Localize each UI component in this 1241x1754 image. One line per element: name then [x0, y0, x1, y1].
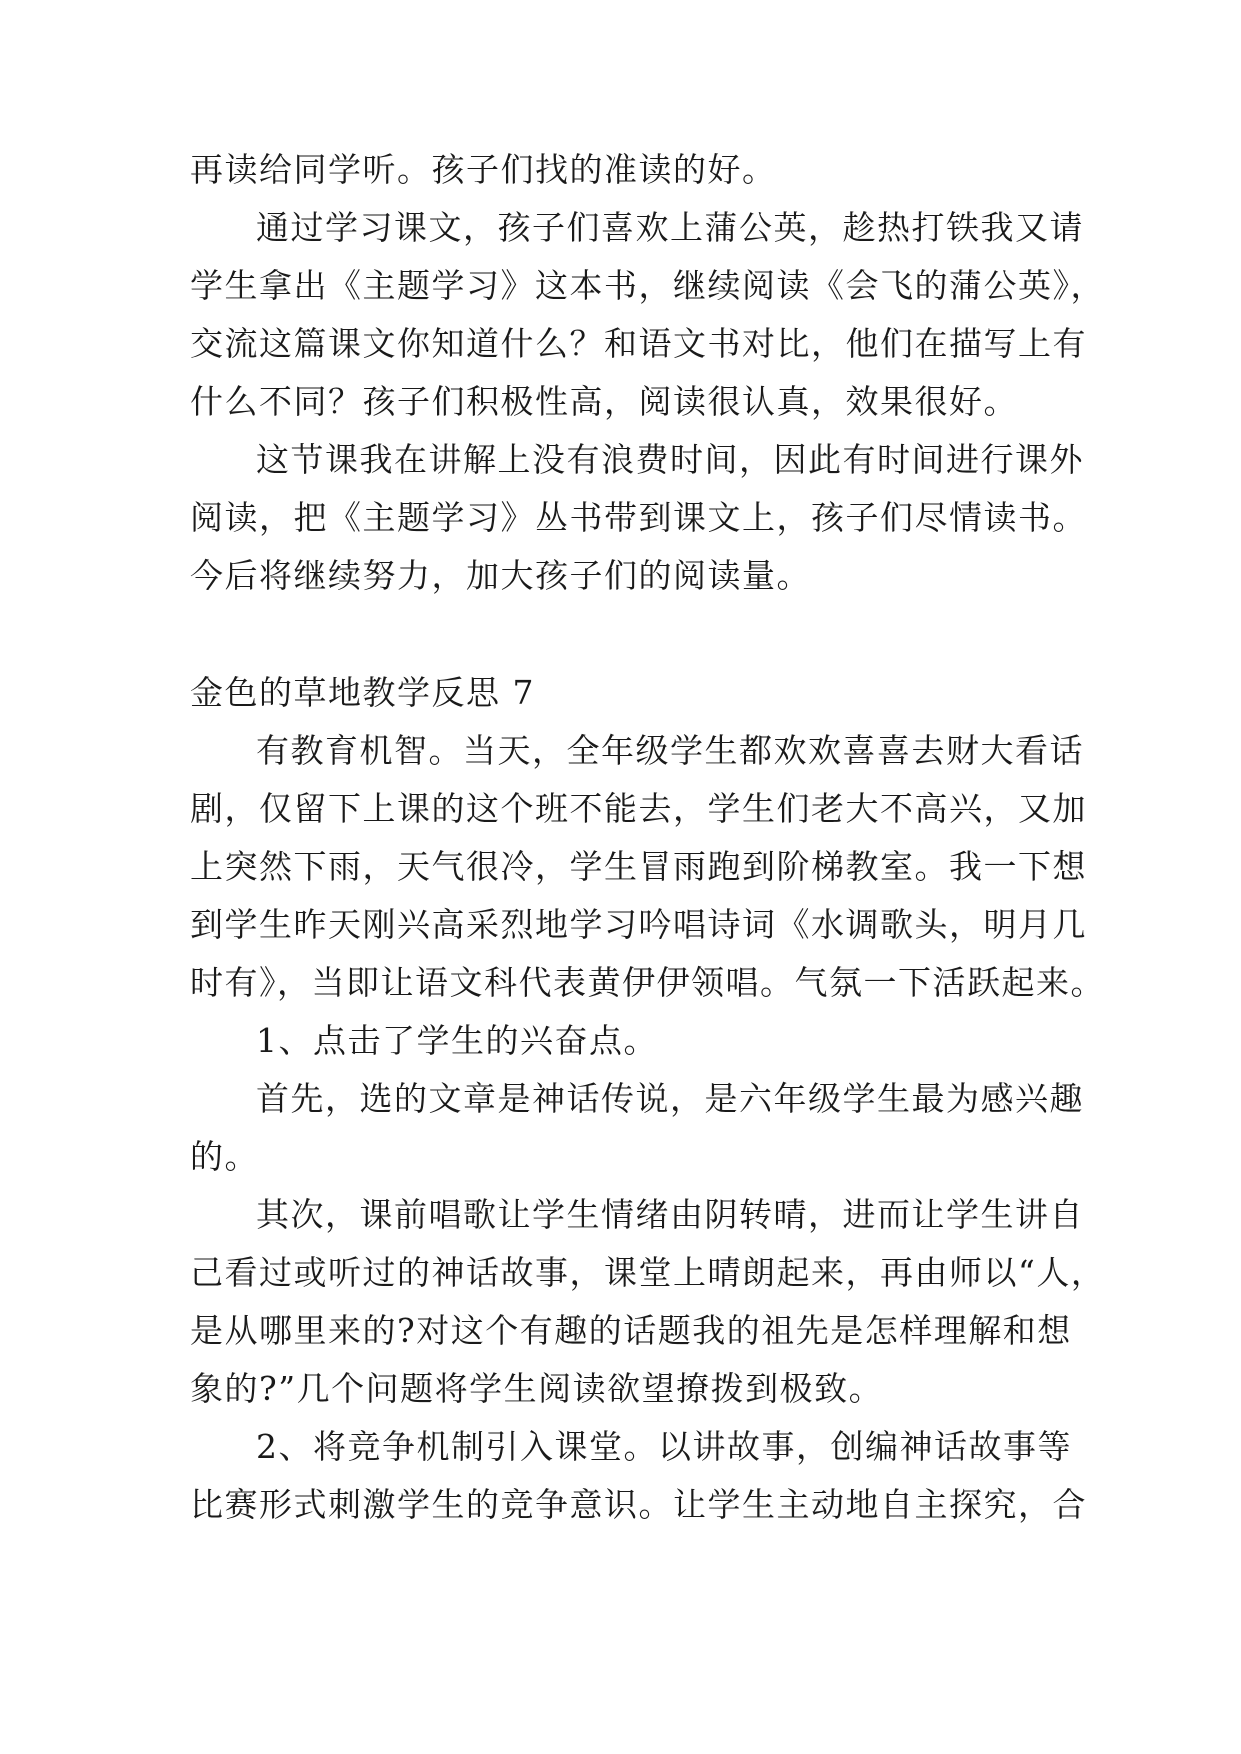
body-text-line: 剧，仅留下上课的这个班不能去，学生们老大不高兴，又加 — [190, 789, 1087, 828]
body-text-line: 象的?”几个问题将学生阅读欲望撩拨到极致。 — [190, 1369, 884, 1408]
body-text-line: 己看过或听过的神话故事，课堂上晴朗起来，再由师以“人， — [190, 1253, 1106, 1292]
body-text-line: 是从哪里来的?对这个有趣的话题我的祖先是怎样理解和想 — [190, 1311, 1072, 1350]
numbered-point: 1、点击了学生的兴奋点。 — [256, 1021, 658, 1060]
section-heading: 金色的草地教学反思 7 — [190, 673, 535, 712]
paragraph-first-line: 通过学习课文，孩子们喜欢上蒲公英，趁热打铁我又请 — [256, 208, 1084, 247]
body-text-line: 时有》，当即让语文科代表黄伊伊领唱。气氛一下活跃起来。 — [190, 963, 1105, 1002]
paragraph-first-line: 有教育机智。当天，全年级学生都欢欢喜喜去财大看话 — [256, 731, 1084, 770]
body-text-line: 什么不同？孩子们积极性高，阅读很认真，效果很好。 — [190, 382, 1018, 421]
body-text-line: 的。 — [190, 1137, 259, 1176]
body-text-line: 比赛形式刺激学生的竞争意识。让学生主动地自主探究，合 — [190, 1485, 1087, 1524]
body-text-line: 再读给同学听。孩子们找的准读的好。 — [190, 150, 777, 189]
body-text-line: 今后将继续努力，加大孩子们的阅读量。 — [190, 556, 811, 595]
paragraph-first-line: 其次，课前唱歌让学生情绪由阴转晴，进而让学生讲自 — [256, 1195, 1084, 1234]
numbered-point: 2、将竞争机制引入课堂。以讲故事，创编神话故事等 — [256, 1427, 1072, 1466]
paragraph-first-line: 首先，选的文章是神话传说，是六年级学生最为感兴趣 — [256, 1079, 1084, 1118]
body-text-line: 阅读，把《主题学习》丛书带到课文上，孩子们尽情读书。 — [190, 498, 1087, 537]
body-text-line: 到学生昨天刚兴高采烈地学习吟唱诗词《水调歌头，明月几 — [190, 905, 1087, 944]
body-text-line: 交流这篇课文你知道什么？和语文书对比，他们在描写上有 — [190, 324, 1087, 363]
body-text-line: 上突然下雨，天气很冷，学生冒雨跑到阶梯教室。我一下想 — [190, 847, 1087, 886]
paragraph-first-line: 这节课我在讲解上没有浪费时间，因此有时间进行课外 — [256, 440, 1084, 479]
body-text-line: 学生拿出《主题学习》这本书，继续阅读《会飞的蒲公英》， — [190, 266, 1105, 305]
